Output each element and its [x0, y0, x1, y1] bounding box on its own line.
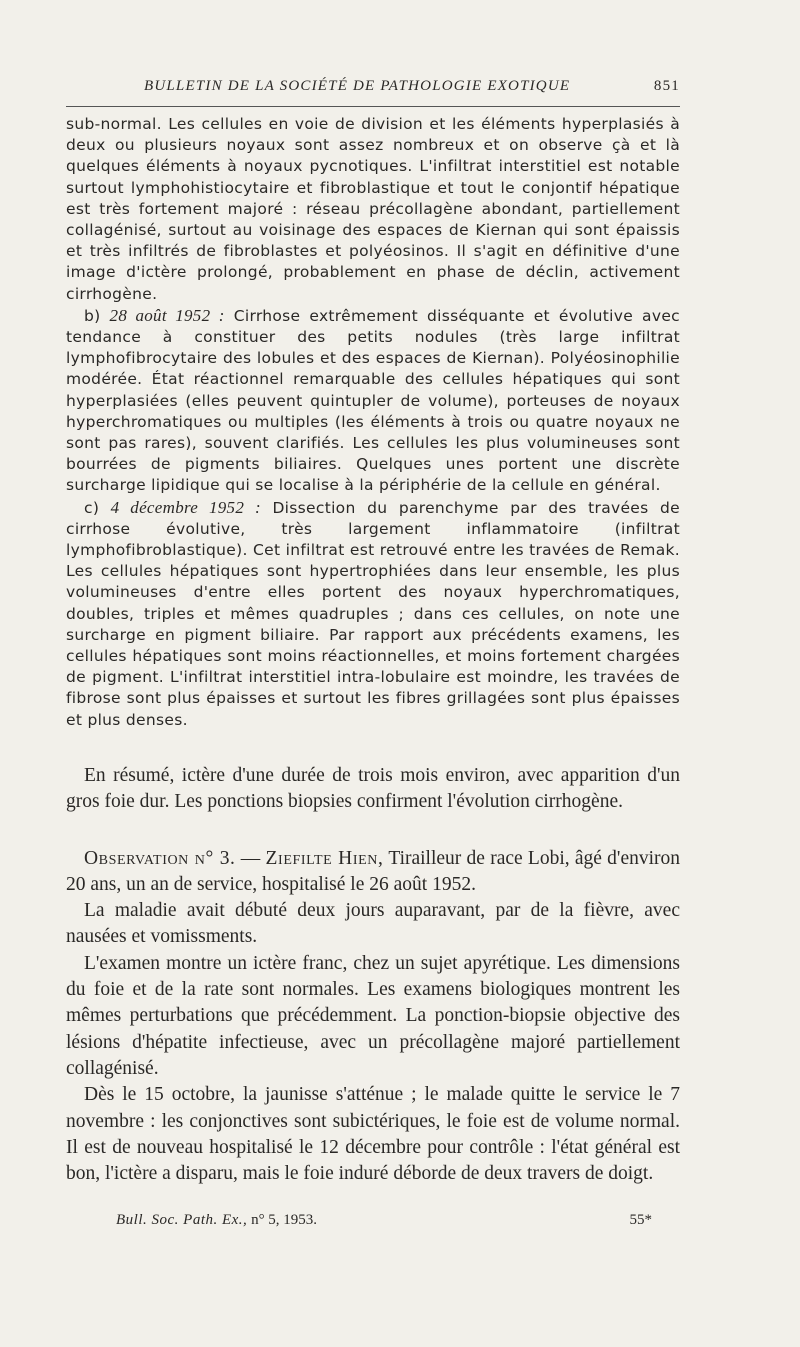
observation-heading-paragraph: Observation n° 3. — Ziefilte Hien, Tirailleur de race Lobi, âgé d'environ 20 ans, un an de service, hospitalisé le 26 août 1952. — [66, 847, 681, 895]
paragraph-b-body: Cirrhose extrêmement disséquante et évolutive avec tendance à constituer des petits nodules (très large infiltrat lymphofibrocytaire des lobules et des espaces de Kiernan). Polyéosinophilie modérée. État réactionnel remarquable des cellules hépatiques qui sont hyperplasiées (elles peuvent quintupler de volume), porteuses de noyaux hyperchromatiques ou multiples (les éléments à trois ou quatre noyaux ne sont pas rares), souvent clarifiés. Les cellules les plus volumineuses sont bourrées de pigments biliaires. Quelques unes portent une discrète surcharge lipidique qui se localise à la périphérie de la cellule en général. — [66, 306, 680, 495]
observation-body: Tirailleur de race Lobi, âgé d'environ 20 ans, un an de service, hospitalisé le 26 août 1952. — [66, 847, 681, 895]
exam-paragraph: L'examen montre un ictère franc, chez un sujet apyrétique. Les dimensions du foie et de la rate sont normales. Les examens biologiques montrent les mêmes perturbations que précédemment. La ponction-biopsie objective des lésions d'hépatite infectieuse, avec un précollagène majoré partiellement collagénisé. — [66, 952, 680, 1079]
paragraph-a-continuation: sub-normal. Les cellules en voie de division et les éléments hyperplasiés à deux ou plusieurs noyaux sont assez nombreux et on observe çà et là quelques éléments à noyaux pycnotiques. L'infiltrat interstitiel est notable surtout lymphohistiocytaire et fibroblastique et tout le conjontif hépatique est très fortement majoré : réseau précollagène abondant, partiellement collagénisé, surtout au voisinage des espaces de Kiernan qui sont épaissis et très infiltrés de fibroblastes et polyéosinos. Il s'agit en définitive d'une image d'ictère prolongé, probablement en phase de déclin, activement cirrhogène. — [66, 115, 680, 303]
page-number: 851 — [653, 78, 680, 94]
signature-mark: 55* — [629, 1212, 652, 1228]
followup-paragraph: Dès le 15 octobre, la jaunisse s'atténue ; le malade quitte le service le 7 novembre : les conjonctives sont subictériques, le foie est de volume normal. Il est de nouveau hospitalisé le 12 décembre pour contrôle : l'état général est bon, l'ictère a disparu, mais le foie induré déborde de deux travers de doigt. — [66, 1084, 680, 1185]
main-text — [66, 763, 680, 1187]
histology-section — [66, 114, 680, 731]
header-rule — [66, 106, 680, 107]
citation-journal: Bull. Soc. Path. Ex., — [116, 1212, 248, 1228]
paragraph-c — [66, 497, 680, 731]
paragraph-c-body: Dissection du parenchyme par des travées de cirrhose évolutive, très largement inflammatoire (infiltrat lymphofibroblastique). Cet infiltrat est retrouvé entre les travées de Remak. Les cellules hépatiques sont hypertrophiées dans leur ensemble, les plus volumineuses d'entre elles portent des noyaux hyperchromatiques, doubles, triples et mêmes quadruples ; dans ces cellules, on note une surcharge en pigment biliaire. Par rapport aux précédents examens, les cellules hépatiques sont moins réactionnelles, et moins fortement chargées de pigment. L'infiltrat interstitiel intra-lobulaire est moindre, les travées de fibrose sont plus épaisses et surtout les fibres grillagées sont plus épaisses et plus denses. — [66, 498, 680, 729]
observation-label: Observation n° 3. — [84, 847, 236, 869]
biopsy-date-c: 4 décembre 1952 : — [110, 497, 261, 517]
item-label-c: c) — [84, 498, 100, 517]
summary-paragraph: En résumé, ictère d'une durée de trois mois environ, avec apparition d'un gros foie dur. Les ponctions biopsies confirment l'évolution cirrhogène. — [66, 765, 680, 813]
journal-title: BULLETIN DE LA SOCIÉTÉ DE PATHOLOGIE EXOTIQUE — [144, 78, 571, 94]
paragraph-b — [66, 305, 680, 497]
running-header — [66, 76, 680, 100]
page-footer — [116, 1212, 680, 1229]
citation-issue: n° 5, 1953. — [251, 1212, 318, 1228]
onset-paragraph: La maladie avait débuté deux jours auparavant, par de la fièvre, avec nausées et vomissments. — [66, 900, 680, 948]
patient-name: Ziefilte Hien, — [265, 847, 384, 869]
item-label-b: b) — [84, 306, 101, 325]
biopsy-date-b: 28 août 1952 : — [109, 305, 225, 325]
